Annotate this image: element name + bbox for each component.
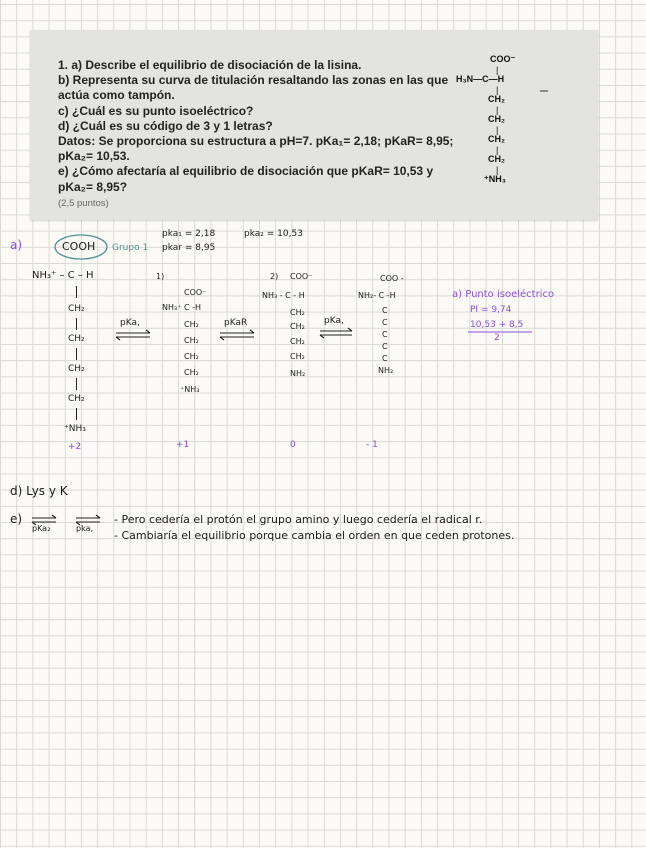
equilibrium-arrows (32, 328, 352, 525)
arrow1-label: pKa, (120, 318, 140, 328)
answer-e-label: e) (10, 512, 23, 526)
m3-coo: COO⁻ (290, 272, 313, 281)
cooh-circle (55, 235, 107, 259)
question-line: pKa₂= 10,53. (58, 149, 130, 164)
m2-coo: COO⁻ (184, 288, 207, 297)
iso-title: a) Punto isoeléctrico (452, 289, 555, 300)
m1-ch2: CH₂ (68, 334, 85, 344)
structure-ch2: CH₂ (488, 94, 505, 104)
m4-nh2: NH₂ (378, 366, 394, 375)
e-line1: - Pero cedería el protón el grupo amino y luego cedería el radical r. (114, 513, 483, 526)
question-line: c) ¿Cuál es su punto isoeléctrico? (58, 103, 254, 118)
iso-pi: PI = 9,74 (470, 305, 512, 315)
charge-minus1: - 1 (366, 440, 378, 450)
charge-plus2: +2 (68, 442, 82, 452)
answer-a-label: a) (10, 238, 23, 252)
question-line: e) ¿Cómo afectaría al equilibrio de disociación que pKaR= 10,53 y (58, 164, 434, 179)
question-line: Datos: Se proporciona su estructura a pH=7. pKa₁= 2,18; pKaR= 8,95; (58, 134, 454, 149)
m3-nh2: NH₂ (290, 369, 306, 378)
charge-plus1: +1 (176, 440, 190, 450)
m3-amine: NH₃ - C - H (262, 291, 305, 300)
arrow2-label: pKaR (224, 318, 248, 328)
m2-ch2: CH₂ (184, 352, 199, 361)
question-line: actúa como tampón. (58, 88, 175, 103)
points-label: (2,5 puntos) (58, 197, 109, 209)
m2-ch2: CH₂ (184, 368, 199, 377)
arrow3-label: pKa, (324, 316, 344, 326)
m2-nh3: ⁺NH₃ (180, 385, 200, 394)
question-card: 1. a) Describe el equilibrio de disociación de la lisina. b) Representa su curva de titulación resaltando las zonas en las que actúa como tampón. c) ¿Cuál es su punto isoeléctrico? d) ¿Cuál es su código de 3 y 1 letras? Datos: Se proporciona su estructura a pH=7. pKa₁= 2,18; pKaR= 8,95; pKa₂= 10,53. e) ¿Cómo afectaría al equilibrio de disociación que pKaR= 10,53 y pKa₂= 8,95? (2,5 puntos) COO⁻ | H₃N—C—H | CH₂ | CH₂ | CH₂ | CH₂ | ⁺NH₃ (30, 30, 598, 220)
e-pka2: pKa₂ (32, 524, 51, 533)
structure-coo: COO⁻ (490, 54, 516, 64)
m4-carbon: C (382, 342, 388, 351)
charge-zero: 0 (290, 440, 296, 450)
m4-coo: COO - (380, 274, 404, 283)
m4-carbon: C (382, 318, 388, 327)
m1-nh3: ⁺NH₃ (64, 424, 86, 434)
grupo-label: Grupo 1 (112, 243, 149, 253)
m3-step: 2) (270, 272, 279, 281)
structure-ch2: CH₂ (488, 154, 505, 164)
m1-ch2: CH₂ (68, 304, 85, 314)
question-line: 1. a) Describe el equilibrio de disociación de la lisina. (58, 58, 362, 72)
m3-ch2: CH₂ (290, 352, 305, 361)
m3-ch2: CH₂ (290, 322, 305, 331)
m2-ch2: CH₂ (184, 320, 199, 329)
m4-amine: NH₂- C -H (358, 291, 396, 300)
structure-nh3: ⁺NH₃ (484, 174, 506, 184)
e-pka1: pka, (76, 524, 94, 533)
m1-amine: NH₃⁺ – C – H (32, 270, 94, 281)
iso-denominator: 2 (494, 333, 500, 343)
answer-d: d) Lys y K (10, 484, 68, 498)
m2-ch2: CH₂ (184, 336, 199, 345)
cooh-label: COOH (62, 240, 96, 253)
iso-numerator: 10,53 + 8,5 (470, 320, 524, 330)
m4-carbon: C (382, 330, 388, 339)
question-line: pKa₂= 8,95? (58, 179, 128, 194)
question-line: d) ¿Cuál es su código de 3 y 1 letras? (58, 118, 273, 133)
pkar-value: pkar = 8,95 (162, 243, 216, 253)
m1-ch2: CH₂ (68, 364, 85, 374)
m3-ch2: CH₂ (290, 308, 305, 317)
structure-ch2: CH₂ (488, 114, 505, 124)
structure-ch2: CH₂ (488, 134, 505, 144)
e-line2: - Cambiaría el equilibrio porque cambia el orden en que ceden protones. (114, 529, 515, 542)
m4-carbon: C (382, 306, 388, 315)
pka2-value: pka₂ = 10,53 (244, 229, 303, 239)
question-line: b) Representa su curva de titulación resaltando las zonas en las que (58, 73, 449, 88)
pka1-value: pka₁ = 2,18 (162, 229, 216, 239)
structure-amine: H₃N—C—H (456, 74, 505, 84)
m1-ch2: CH₂ (68, 394, 85, 404)
m4-carbon: C (382, 354, 388, 363)
m2-amine: NH₃⁺ C -H (162, 303, 202, 312)
m2-step: 1) (156, 272, 165, 281)
m3-ch2: CH₂ (290, 337, 305, 346)
